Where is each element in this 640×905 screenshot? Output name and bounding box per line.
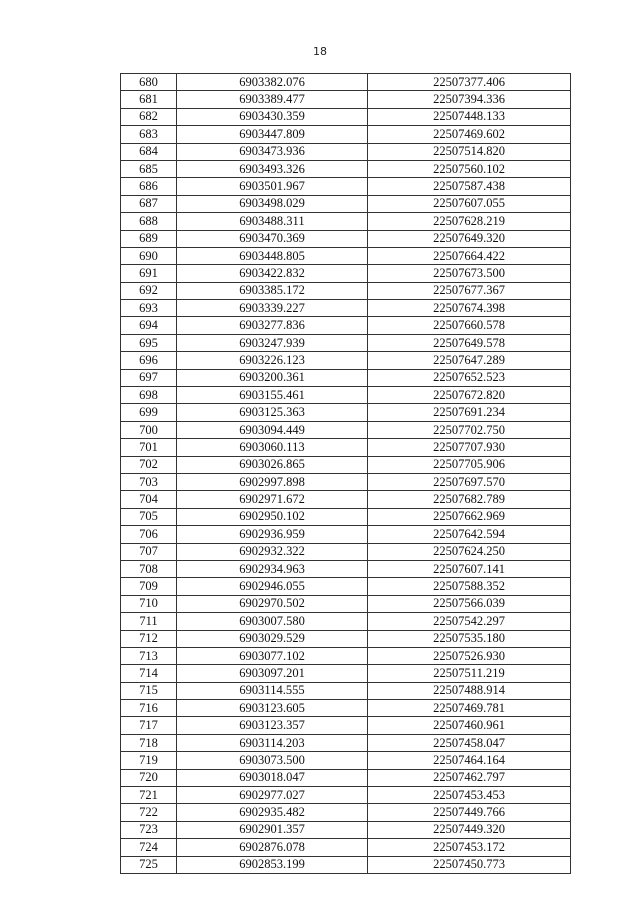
x-coordinate-cell: 6903247.939 (177, 334, 368, 351)
point-number-cell: 689 (121, 230, 177, 247)
x-coordinate-cell: 6903114.555 (177, 682, 368, 699)
x-coordinate-cell: 6902934.963 (177, 560, 368, 577)
point-number-cell: 691 (121, 265, 177, 282)
table-row (121, 821, 571, 838)
y-coordinate-cell: 22507707.930 (368, 439, 571, 456)
table-row (121, 839, 571, 856)
point-number-cell: 723 (121, 821, 177, 838)
y-coordinate-cell: 22507453.453 (368, 787, 571, 804)
y-coordinate-cell: 22507662.969 (368, 508, 571, 525)
point-number-cell: 701 (121, 439, 177, 456)
x-coordinate-cell: 6902950.102 (177, 508, 368, 525)
y-coordinate-cell: 22507566.039 (368, 595, 571, 612)
table-row (121, 352, 571, 369)
point-number-cell: 682 (121, 108, 177, 125)
y-coordinate-cell: 22507462.797 (368, 769, 571, 786)
x-coordinate-cell: 6903226.123 (177, 352, 368, 369)
table-row (121, 247, 571, 264)
y-coordinate-cell: 22507448.133 (368, 108, 571, 125)
point-number-cell: 700 (121, 421, 177, 438)
point-number-cell: 695 (121, 334, 177, 351)
table-row (121, 317, 571, 334)
table-row (121, 108, 571, 125)
y-coordinate-cell: 22507682.789 (368, 491, 571, 508)
table-row (121, 769, 571, 786)
point-number-cell: 715 (121, 682, 177, 699)
x-coordinate-cell: 6903073.500 (177, 752, 368, 769)
point-number-cell: 704 (121, 491, 177, 508)
y-coordinate-cell: 22507394.336 (368, 91, 571, 108)
point-number-cell: 707 (121, 543, 177, 560)
point-number-cell: 686 (121, 178, 177, 195)
table-row (121, 456, 571, 473)
table-row (121, 334, 571, 351)
x-coordinate-cell: 6902997.898 (177, 473, 368, 490)
point-number-cell: 680 (121, 74, 177, 91)
table-row (121, 160, 571, 177)
y-coordinate-cell: 22507488.914 (368, 682, 571, 699)
y-coordinate-cell: 22507449.766 (368, 804, 571, 821)
x-coordinate-cell: 6903447.809 (177, 126, 368, 143)
table-row (121, 143, 571, 160)
point-number-cell: 683 (121, 126, 177, 143)
x-coordinate-cell: 6903077.102 (177, 647, 368, 664)
table-row (121, 213, 571, 230)
x-coordinate-cell: 6903493.326 (177, 160, 368, 177)
point-number-cell: 719 (121, 752, 177, 769)
point-number-cell: 698 (121, 387, 177, 404)
table-row (121, 526, 571, 543)
table-row (121, 734, 571, 751)
point-number-cell: 714 (121, 665, 177, 682)
table-row (121, 126, 571, 143)
x-coordinate-cell: 6903385.172 (177, 282, 368, 299)
point-number-cell: 710 (121, 595, 177, 612)
table-row (121, 804, 571, 821)
point-number-cell: 685 (121, 160, 177, 177)
point-number-cell: 702 (121, 456, 177, 473)
point-number-cell: 699 (121, 404, 177, 421)
y-coordinate-cell: 22507607.055 (368, 195, 571, 212)
x-coordinate-cell: 6903277.836 (177, 317, 368, 334)
x-coordinate-cell: 6903488.311 (177, 213, 368, 230)
point-number-cell: 684 (121, 143, 177, 160)
coordinates-table-body (121, 74, 571, 874)
table-row (121, 195, 571, 212)
x-coordinate-cell: 6903389.477 (177, 91, 368, 108)
y-coordinate-cell: 22507588.352 (368, 578, 571, 595)
table-row (121, 700, 571, 717)
table-row (121, 300, 571, 317)
x-coordinate-cell: 6903114.203 (177, 734, 368, 751)
x-coordinate-cell: 6902935.482 (177, 804, 368, 821)
page-number: 18 (313, 45, 327, 58)
x-coordinate-cell: 6903448.805 (177, 247, 368, 264)
table-row (121, 665, 571, 682)
table-row (121, 91, 571, 108)
y-coordinate-cell: 22507673.500 (368, 265, 571, 282)
x-coordinate-cell: 6903501.967 (177, 178, 368, 195)
table-row (121, 439, 571, 456)
table-row (121, 404, 571, 421)
table-row (121, 630, 571, 647)
point-number-cell: 722 (121, 804, 177, 821)
y-coordinate-cell: 22507469.602 (368, 126, 571, 143)
y-coordinate-cell: 22507697.570 (368, 473, 571, 490)
point-number-cell: 718 (121, 734, 177, 751)
x-coordinate-cell: 6903155.461 (177, 387, 368, 404)
table-row (121, 491, 571, 508)
y-coordinate-cell: 22507450.773 (368, 856, 571, 873)
y-coordinate-cell: 22507377.406 (368, 74, 571, 91)
x-coordinate-cell: 6903026.865 (177, 456, 368, 473)
point-number-cell: 681 (121, 91, 177, 108)
x-coordinate-cell: 6903029.529 (177, 630, 368, 647)
table-row (121, 787, 571, 804)
table-row (121, 682, 571, 699)
point-number-cell: 724 (121, 839, 177, 856)
x-coordinate-cell: 6902971.672 (177, 491, 368, 508)
table-row (121, 543, 571, 560)
y-coordinate-cell: 22507660.578 (368, 317, 571, 334)
table-row (121, 473, 571, 490)
y-coordinate-cell: 22507449.320 (368, 821, 571, 838)
point-number-cell: 687 (121, 195, 177, 212)
point-number-cell: 709 (121, 578, 177, 595)
y-coordinate-cell: 22507535.180 (368, 630, 571, 647)
point-number-cell: 720 (121, 769, 177, 786)
y-coordinate-cell: 22507542.297 (368, 613, 571, 630)
point-number-cell: 711 (121, 613, 177, 630)
y-coordinate-cell: 22507460.961 (368, 717, 571, 734)
y-coordinate-cell: 22507664.422 (368, 247, 571, 264)
point-number-cell: 706 (121, 526, 177, 543)
x-coordinate-cell: 6903125.363 (177, 404, 368, 421)
point-number-cell: 693 (121, 300, 177, 317)
x-coordinate-cell: 6903382.076 (177, 74, 368, 91)
x-coordinate-cell: 6903018.047 (177, 769, 368, 786)
x-coordinate-cell: 6903200.361 (177, 369, 368, 386)
point-number-cell: 708 (121, 560, 177, 577)
x-coordinate-cell: 6903060.113 (177, 439, 368, 456)
table-row (121, 578, 571, 595)
y-coordinate-cell: 22507677.367 (368, 282, 571, 299)
x-coordinate-cell: 6903422.832 (177, 265, 368, 282)
x-coordinate-cell: 6903473.936 (177, 143, 368, 160)
table-row (121, 595, 571, 612)
x-coordinate-cell: 6903123.357 (177, 717, 368, 734)
y-coordinate-cell: 22507560.102 (368, 160, 571, 177)
y-coordinate-cell: 22507607.141 (368, 560, 571, 577)
point-number-cell: 688 (121, 213, 177, 230)
y-coordinate-cell: 22507642.594 (368, 526, 571, 543)
table-row (121, 421, 571, 438)
point-number-cell: 717 (121, 717, 177, 734)
y-coordinate-cell: 22507587.438 (368, 178, 571, 195)
table-row (121, 178, 571, 195)
x-coordinate-cell: 6903097.201 (177, 665, 368, 682)
x-coordinate-cell: 6902853.199 (177, 856, 368, 873)
table-row (121, 282, 571, 299)
x-coordinate-cell: 6902876.078 (177, 839, 368, 856)
point-number-cell: 721 (121, 787, 177, 804)
x-coordinate-cell: 6902970.502 (177, 595, 368, 612)
table-row (121, 369, 571, 386)
y-coordinate-cell: 22507464.164 (368, 752, 571, 769)
x-coordinate-cell: 6902946.055 (177, 578, 368, 595)
x-coordinate-cell: 6903430.359 (177, 108, 368, 125)
x-coordinate-cell: 6903094.449 (177, 421, 368, 438)
point-number-cell: 690 (121, 247, 177, 264)
y-coordinate-cell: 22507458.047 (368, 734, 571, 751)
y-coordinate-cell: 22507647.289 (368, 352, 571, 369)
table-row (121, 387, 571, 404)
x-coordinate-cell: 6902901.357 (177, 821, 368, 838)
y-coordinate-cell: 22507514.820 (368, 143, 571, 160)
y-coordinate-cell: 22507469.781 (368, 700, 571, 717)
x-coordinate-cell: 6902932.322 (177, 543, 368, 560)
point-number-cell: 716 (121, 700, 177, 717)
table-row (121, 74, 571, 91)
point-number-cell: 703 (121, 473, 177, 490)
point-number-cell: 705 (121, 508, 177, 525)
x-coordinate-cell: 6903007.580 (177, 613, 368, 630)
point-number-cell: 697 (121, 369, 177, 386)
y-coordinate-cell: 22507702.750 (368, 421, 571, 438)
y-coordinate-cell: 22507624.250 (368, 543, 571, 560)
table-row (121, 613, 571, 630)
table-row (121, 508, 571, 525)
y-coordinate-cell: 22507649.320 (368, 230, 571, 247)
point-number-cell: 694 (121, 317, 177, 334)
table-row (121, 752, 571, 769)
table-row (121, 230, 571, 247)
point-number-cell: 696 (121, 352, 177, 369)
table-row (121, 717, 571, 734)
x-coordinate-cell: 6902977.027 (177, 787, 368, 804)
table-row (121, 856, 571, 873)
point-number-cell: 713 (121, 647, 177, 664)
y-coordinate-cell: 22507652.523 (368, 369, 571, 386)
y-coordinate-cell: 22507511.219 (368, 665, 571, 682)
x-coordinate-cell: 6902936.959 (177, 526, 368, 543)
y-coordinate-cell: 22507705.906 (368, 456, 571, 473)
y-coordinate-cell: 22507649.578 (368, 334, 571, 351)
y-coordinate-cell: 22507453.172 (368, 839, 571, 856)
point-number-cell: 692 (121, 282, 177, 299)
table-row (121, 265, 571, 282)
point-number-cell: 712 (121, 630, 177, 647)
y-coordinate-cell: 22507628.219 (368, 213, 571, 230)
x-coordinate-cell: 6903498.029 (177, 195, 368, 212)
coordinates-table (120, 73, 571, 874)
table-row (121, 647, 571, 664)
point-number-cell: 725 (121, 856, 177, 873)
y-coordinate-cell: 22507526.930 (368, 647, 571, 664)
y-coordinate-cell: 22507672.820 (368, 387, 571, 404)
x-coordinate-cell: 6903339.227 (177, 300, 368, 317)
y-coordinate-cell: 22507691.234 (368, 404, 571, 421)
x-coordinate-cell: 6903470.369 (177, 230, 368, 247)
y-coordinate-cell: 22507674.398 (368, 300, 571, 317)
x-coordinate-cell: 6903123.605 (177, 700, 368, 717)
table-row (121, 560, 571, 577)
